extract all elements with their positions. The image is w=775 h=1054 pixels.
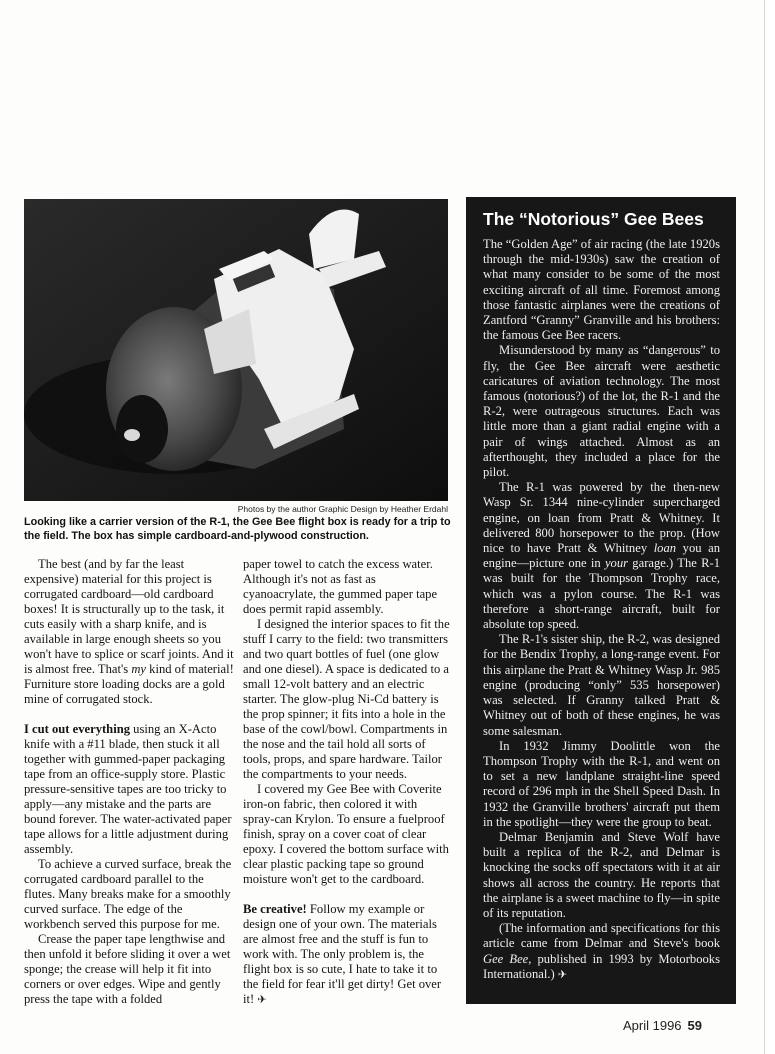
page-edge <box>764 0 775 1054</box>
photo-caption: Looking like a carrier version of the R-1, the Gee Bee flight box is ready for a trip to the field. The box has simple cardboard-and-plywood construction. <box>24 516 451 542</box>
issue-date: April 1996 <box>623 1018 682 1033</box>
sidebar-paragraph: In 1932 Jimmy Doolittle won the Thompson Trophy with the R-1, and went on to set a new landplane straight-line speed record of 296 mph in the Shell Speed Dash. In 1932 the Granville brothers' aircraft put them in the spotlight—they were the group to beat. <box>483 738 720 829</box>
page-footer <box>623 1018 702 1033</box>
article-column-1 <box>24 557 236 1007</box>
article-paragraph: Crease the paper tape lengthwise and then unfold it before sliding it over a wet sponge; the crease will help it fit into corners or over edges. Wipe and gently press the tape with a folded <box>24 932 231 1006</box>
sidebar-gee-bees <box>466 197 736 1004</box>
sidebar-paragraph: The R-1 was powered by the then-new Wasp Sr. 1344 nine-cylinder supercharged engine, on loan from Pratt & Whitney. It delivered 800 horsepower to the prop. (How nice to have Pratt & Whitney loan you an engine—picture one in your garage.) The R-1 was built for the Thompson Trophy race, which was a pylon course. The R-1 was therefore a short-range aircraft, built for absolute top speed. <box>483 480 720 632</box>
airplane-icon: ✈ <box>257 993 267 1006</box>
flight-box-photo <box>24 199 448 501</box>
article-paragraph: I designed the interior spaces to fit the stuff I carry to the field: two transmitters and two quart bottles of fuel (one glow and one diesel). A space is dedicated to a small 12-volt battery and an electric starter. The glow-plug Ni-Cd battery is the prop spinner; it fits into a hole in the base of the cowl/bowl. Compartments in the nose and the tail hold all sorts of tools, props, and spare hardware. Tailor the compartments to your needs. <box>243 617 450 781</box>
sidebar-paragraph: The R-1's sister ship, the R-2, was designed for the Bendix Trophy, a long-range event. For this airplane the Pratt & Whitney Wasp Jr. 985 engine (producing “only” 535 horsepower) was selected. If Granny talked Pratt & Whitney out of both of these engines, he was some salesman. <box>483 632 720 738</box>
article-paragraph: I covered my Gee Bee with Coverite iron-on fabric, then colored it with spray-can Krylon. To ensure a fuelproof finish, spray on a cover coat of clear epoxy. I covered the bottom surface with clear plastic packing tape so ground moisture won't get to the cardboard. <box>243 782 449 886</box>
flight-box-illustration <box>24 199 448 501</box>
sidebar-paragraph: Misunderstood by many as “dangerous” to fly, the Gee Bee aircraft were aesthetic caricatures of aviation technology. The most famous (notorious?) of the lot, the R-1 and the R-2, were outrageous structures. Each was little more than a giant radial engine with a pair of wings attached. Almost as an afterthought, they included a place for the pilot. <box>483 343 720 480</box>
airplane-icon: ✈ <box>557 967 568 981</box>
article-paragraph: I cut out everything using an X-Acto knife with a #11 blade, then stuck it all together with gummed-paper packaging tape from an office-supply store. Plastic pressure-sensitive tapes are too tricky to apply—any mistake and the parts are bound forever. The water-activated paper tape allows for a little adjustment during assembly. <box>24 722 232 856</box>
sidebar-title: The “Notorious” Gee Bees <box>483 209 704 229</box>
article-paragraph: paper towel to catch the excess water. Although it's not as fast as cyanoacrylate, the gummed paper tape does permit rapid assembly. <box>243 557 438 616</box>
article-paragraph: The best (and by far the least expensive) material for this project is corrugated cardboard—old cardboard boxes! It is structurally up to the task, it cuts easily with a sharp knife, and is available in large enough sheets so you won't have to splice or scarf joints. And it is almost free. That's my kind of material! Furniture store loading docks are a gold mine of corrugated stock. <box>24 557 234 706</box>
sidebar-paragraph: Delmar Benjamin and Steve Wolf have built a replica of the R-2, and Delmar is knocking the socks off spectators with it at air shows all across the country. He reports that the airplane is a sweet machine to fly—in spite of its reputation. <box>483 829 720 920</box>
article-paragraph: Be creative! Follow my example or design one of your own. The materials are almost free and the stuff is fun to work with. The only problem is, the flight box is so cute, I hate to take it to the field for fear it'll get dirty! Get over it! ✈ <box>243 902 442 1006</box>
article-column-2 <box>243 557 450 1007</box>
photo-credit: Photos by the author Graphic Design by Heather Erdahl <box>237 504 448 514</box>
sidebar-paragraph: (The information and specifications for this article came from Delmar and Steve's book Gee Bee, published in 1993 by Motorbooks International.) ✈ <box>483 921 721 981</box>
article-paragraph: To achieve a curved surface, break the corrugated cardboard parallel to the flutes. Many breaks make for a smoothly curved surface. The edge of the workbench served this purpose for me. <box>24 857 232 931</box>
page-number: 59 <box>687 1018 703 1033</box>
sidebar-paragraph: The “Golden Age” of air racing (the late 1920s through the mid-1930s) saw the creation of what many consider to be some of the most exciting aircraft of all time. Foremost among those fantastic airplanes were the creations of Zantford “Granny” Granville and his brothers: the famous Gee Bee racers. <box>483 237 720 343</box>
